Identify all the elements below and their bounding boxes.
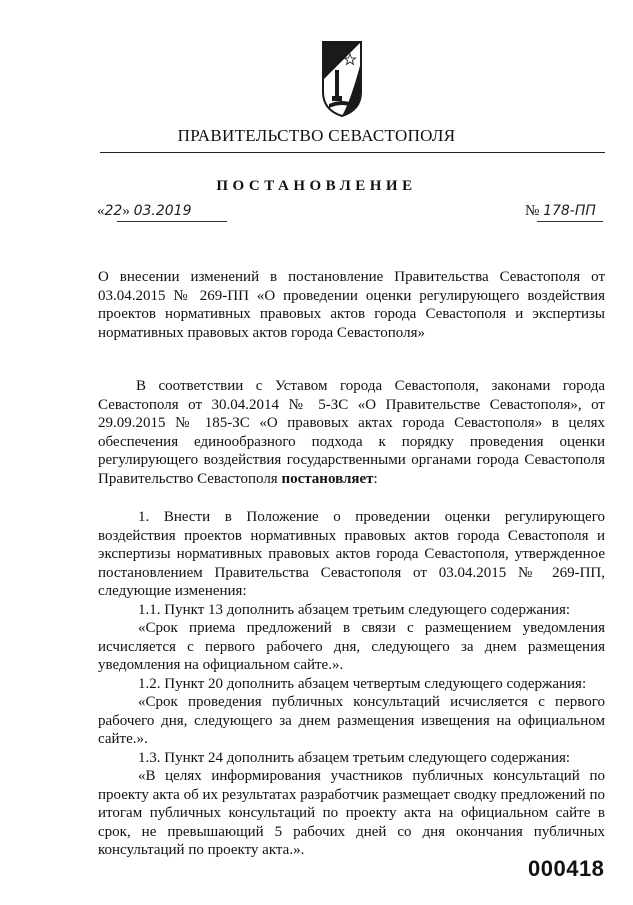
document-number — [525, 203, 596, 220]
header-divider — [100, 152, 605, 153]
preamble-paragraph — [98, 377, 605, 488]
body-paragraph: «Срок приема предложений в связи с размещением уведомления исчисляется с первого рабочего дня, следующего за днем размещения уведомления на официальном сайте.». — [98, 620, 605, 673]
preamble-bold-word: постановляет — [281, 470, 374, 487]
date-quote-close: » — [122, 203, 134, 219]
body-paragraph: «Срок проведения публичных консультаций исчисляется с первого рабочего дня, следующего за днем размещения извещения на официальном сайте.». — [98, 694, 605, 747]
number-underline — [537, 221, 603, 222]
date-quote-open: « — [97, 203, 105, 219]
body-paragraph: 1. Внести в Положение о проведении оценки регулирующего воздействия проектов нормативных правовых актов города Севастополя и экспертизы нормативных правовых актов города Севастополя, утвержденное постановлением Правительства Севастополя от 03.04.2015 № 269-ПП, следующие изменения: — [98, 509, 605, 599]
preamble-text: В соответствии с Уставом города Севастополя, законами города Севастополя от 30.04.2014 № 5-ЗС «О Правительстве Севастополя», от 29.09.2015 № 185-ЗС «О правовых актах города Севастополя» в целях обеспечения единообразного подхода к порядку проведения оценки регулирующего воздействия государственными органами города Севастополя Правительство Севастополя — [98, 378, 605, 487]
date-underline — [117, 221, 227, 222]
government-title: ПРАВИТЕЛЬСТВО СЕВАСТОПОЛЯ — [177, 126, 456, 145]
body-paragraph: 1.1. Пункт 13 дополнить абзацем третьим следующего содержания: — [138, 601, 571, 618]
date-day: 22 — [104, 203, 123, 219]
body-paragraph: «В целях информирования участников публичных консультаций по проекту акта об их результатах разработчик размещает сводку предложений по итогам публичных консультаций по проекту акта на официальном сайте в срок, не превышающий 5 рабочих дней со дня окончания публичных консультаций по проекту акта.». — [98, 768, 605, 858]
number-prefix: № — [525, 203, 544, 219]
document-date — [97, 203, 191, 220]
sevastopol-coat-of-arms-icon — [321, 40, 363, 118]
document-type-heading: ПОСТАНОВЛЕНИЕ — [216, 178, 417, 194]
document-body — [98, 508, 605, 860]
document-subject: О внесении изменений в постановление Правительства Севастополя от 03.04.2015 № 269-ПП «О проведении оценки регулирующего воздействия проектов нормативных правовых актов города Севастополя и экспертизы нормативных правовых актов города Севастополя» — [98, 269, 605, 341]
body-paragraph: 1.2. Пункт 20 дополнить абзацем четвертым следующего содержания: — [138, 675, 587, 692]
number-value: 178-ПП — [543, 203, 596, 219]
preamble-tail: : — [373, 470, 378, 487]
form-serial-number: 000418 — [528, 856, 605, 881]
date-month-year: 03.2019 — [133, 203, 192, 219]
body-paragraph: 1.3. Пункт 24 дополнить абзацем третьим следующего содержания: — [138, 749, 571, 766]
